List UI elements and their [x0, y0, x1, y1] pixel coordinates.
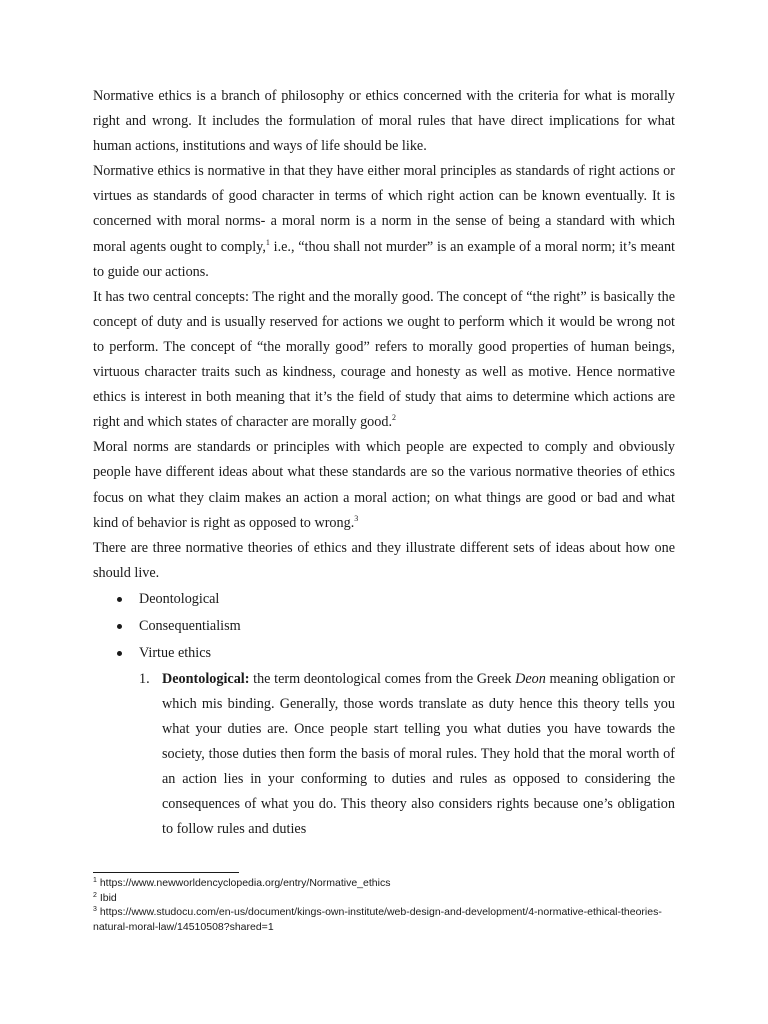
paragraph-central-concepts: It has two central concepts: The right and the morally good. The concept of “the right” is basically the concept of duty and is usually reserved for actions we ought to perform which it would be wrong not to perform. The concept of “the morally good” refers to morally good properties of human beings, virtuous character traits such as kindness, courage and honesty as well as motive. Hence normative ethics is interest in both meaning that it’s the field of study that aims to determine which actions are right and which states of character are morally good.$^2$ [93, 288, 675, 431]
footnote-ref-2[interactable]: 2 [392, 413, 397, 423]
footnote-ref-1[interactable]: 1 [265, 237, 270, 247]
numbered-item-deontological: 1. Deontological: the term deontological comes from the Greek Deon meaning obligation or which mis binding. Generally, those words translate as duty hence this theory tells you what your duties are. Once people start telling you what duties you have towards the society, those duties then form the basis of moral rules. They hold that the moral worth of an action lies in your conforming to duties and rules as opposed to considering the consequences of what you do. This theory also considers rights because one’s obligation to follow rules and duties [93, 667, 675, 843]
footnote-separator [93, 872, 239, 873]
paragraph-moral-norms: Normative ethics is normative in that they have either moral principles as standards of right actions or virtues as standards of good character in terms of which right action can be known eventually. It is concerned with moral norms- a moral norm is a norm in the sense of being a standard with which moral agents ought to comply,$^1$ i.e., “thou shall not murder” is an example of a moral norm; it’s meant to guide our actions. [93, 163, 675, 280]
theories-bullet-list [93, 586, 675, 667]
bullet-item-deontological: Deontological [93, 586, 675, 613]
bullet-item-consequentialism: Consequentialism [93, 613, 675, 640]
footnote-link[interactable]: https://www.studocu.com/en-us/document/kings-own-institute/web-design-and-development/4-normative-ethical-theories-natural-moral-law/14510508?shared=1 [93, 906, 662, 933]
footnote-link[interactable]: https://www.newworldencyclopedia.org/entry/Normative_ethics [96, 877, 391, 889]
greek-word: Deon [515, 670, 546, 687]
item-number: 1. [139, 670, 150, 687]
item-term: Deontological: [162, 670, 250, 687]
footnote-1: $^1$ https://www.newworldencyclopedia.org/entry/Normative_ethics [93, 877, 391, 889]
paragraph-standards: Moral norms are standards or principles with which people are expected to comply and obviously people have different ideas about what these standards are so the various normative theories of ethics focus on what they claim makes an action a moral action; on what things are good or bad and what kind of behavior is right as opposed to wrong.$^3$ [93, 439, 675, 531]
body-text [93, 84, 675, 843]
paragraph-definition: Normative ethics is a branch of philosophy or ethics concerned with the criteria for what is morally right and wrong. It includes the formulation of moral rules that have direct implications for what human actions, institutions and ways of life should be like. [93, 88, 675, 155]
footnote-2: $^2$ Ibid [93, 891, 117, 904]
footnotes [93, 876, 683, 934]
footnote-3: $^3$ https://www.studocu.com/en-us/document/kings-own-institute/web-design-and-development/4-normative-ethical-theories-natural-moral-law/14510508?shared=1 [93, 906, 662, 933]
paragraph-three-theories: There are three normative theories of ethics and they illustrate different sets of ideas about how one should live. [93, 539, 675, 581]
footnote-ref-3[interactable]: 3 [354, 513, 359, 523]
bullet-item-virtue-ethics: Virtue ethics [93, 640, 675, 667]
